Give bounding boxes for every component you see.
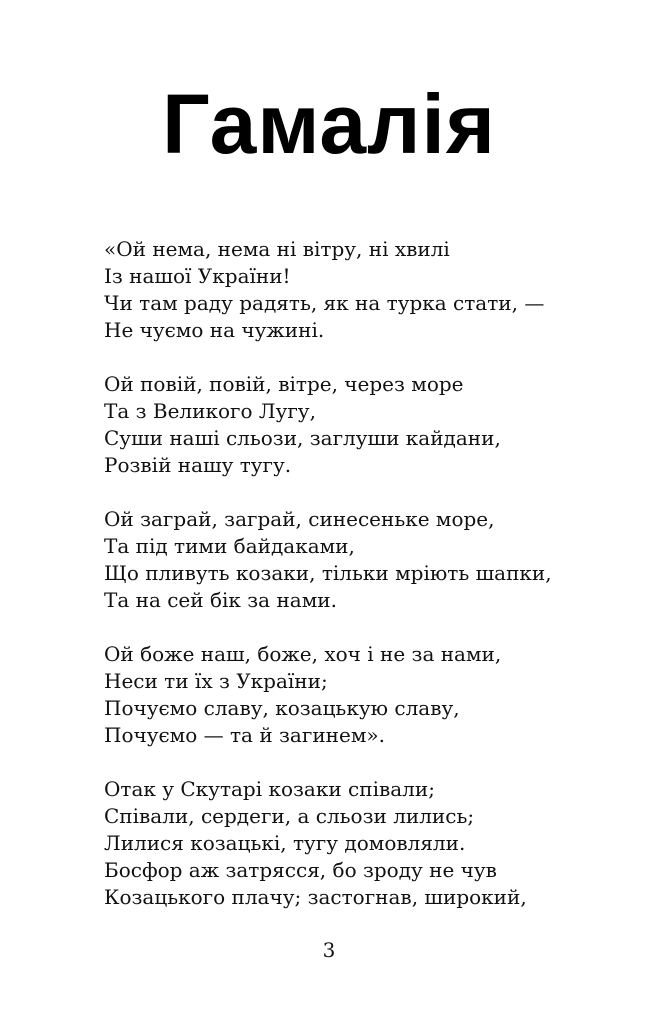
poem-line: Суши наші сльози, заглуши кайдани, (104, 426, 501, 450)
stanza (104, 371, 624, 479)
poem-line: Козацького плачу; застогнав, широкий, (104, 885, 527, 909)
poem-line: Що пливуть козаки, тільки мріють шапки, (104, 561, 552, 585)
poem-line: Ой боже наш, боже, хоч і не за нами, (104, 642, 502, 666)
poem-line: Та на сей бік за нами. (104, 588, 337, 612)
poem-line: Та з Великого Лугу, (104, 399, 316, 423)
poem-line: Співали, сердеги, а сльози лились; (104, 804, 475, 828)
poem-line: Почуємо — та й загинем». (104, 723, 385, 747)
stanza (104, 776, 624, 911)
poem-line: Із нашої України! (104, 264, 291, 288)
stanza (104, 506, 624, 614)
poem-line: Неси ти їх з України; (104, 669, 328, 693)
poem-line: Отак у Скутарі козаки співали; (104, 777, 435, 801)
poem-body (104, 236, 624, 938)
poem-line: Почуємо славу, козацькую славу, (104, 696, 460, 720)
poem-line: «Ой нема, нема ні вітру, ні хвилі (104, 237, 450, 261)
poem-line: Босфор аж затрясся, бо зроду не чув (104, 858, 497, 882)
poem-line: Чи там раду радять, як на турка стати, — (104, 291, 545, 315)
poem-line: Та під тими байдаками, (104, 534, 355, 558)
poem-line: Не чуємо на чужині. (104, 318, 325, 342)
page-number: 3 (322, 938, 336, 962)
poem-line: Ой заграй, заграй, синесенькe море, (104, 507, 495, 531)
stanza (104, 236, 624, 344)
poem-line: Ой повій, повій, вітре, через море (104, 372, 464, 396)
poem-line: Розвій нашу тугу. (104, 453, 292, 477)
poem-line: Лилися козацькі, тугу домовляли. (104, 831, 466, 855)
stanza (104, 641, 624, 749)
poem-title: Гамалія (162, 77, 496, 171)
